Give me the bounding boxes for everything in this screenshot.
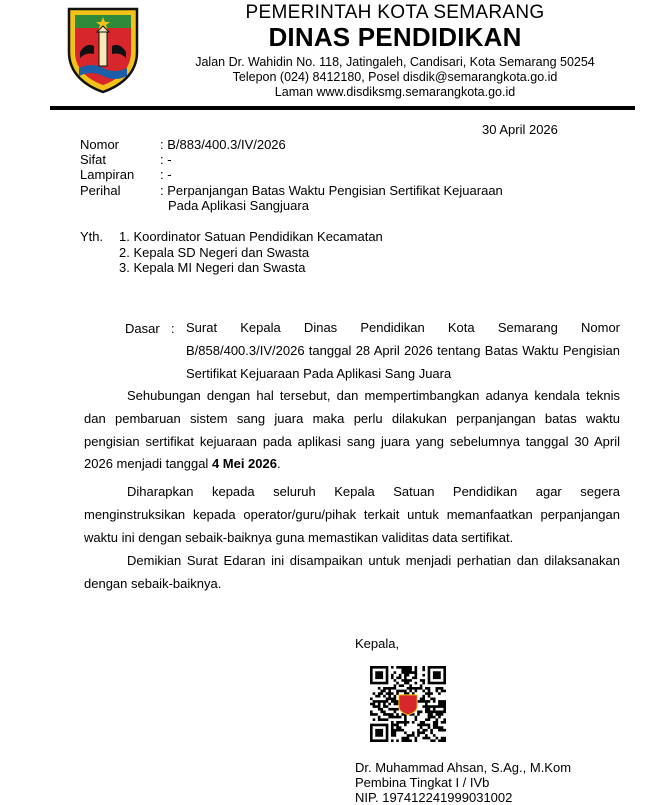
signatory-rank: Pembina Tingkat I / IVb	[355, 775, 490, 790]
body-paragraph-1-end: .	[276, 456, 281, 472]
body-paragraph-1	[84, 385, 620, 476]
agency-name: DINAS PENDIDIKAN	[268, 22, 522, 52]
addressee-item: 1. Koordinator Satuan Pendidikan Kecamatan	[119, 229, 383, 244]
dasar-label: Dasar	[125, 321, 160, 336]
body-paragraph-2: Diharapkan kepada seluruh Kepala Satuan Pendidikan agar segera menginstruksikan kepada operator/guru/pihak terkait untuk memanfaatkan perpanjangan waktu ini dengan sebaik-baiknya guna memastikan validitas data sertifikat.	[84, 484, 620, 545]
meta-label-perihal: Perihal	[80, 183, 121, 198]
addressee-prefix: Yth.	[80, 229, 104, 244]
dasar-text: Surat Kepala Dinas Pendidikan Kota Semarang Nomor B/858/400.3/IV/2026 tanggal 28 April 2026 tentang Batas Waktu Pengisian Sertifikat Kejuaraan Pada Aplikasi Sang Juara	[186, 320, 620, 381]
dasar-colon: :	[171, 321, 175, 336]
addressee-item: 3. Kepala MI Negeri dan Swasta	[119, 260, 306, 275]
meta-label-lampiran: Lampiran	[80, 167, 135, 182]
new-deadline-date: 4 Mei 2026	[211, 456, 277, 472]
letterhead-divider	[50, 106, 635, 110]
meta-label-sifat: Sifat	[80, 152, 107, 167]
meta-value-perihal-line2: Pada Aplikasi Sangjuara	[168, 198, 309, 213]
agency-contact: Telepon (024) 8412180, Posel disdik@semarangkota.go.id	[232, 70, 558, 84]
meta-value-sifat: : -	[160, 152, 172, 167]
signatory-name: Dr. Muhammad Ahsan, S.Ag., M.Kom	[355, 760, 572, 775]
meta-label-nomor: Nomor	[80, 137, 120, 152]
signatory-nip: NIP. 197412241999031002	[355, 790, 513, 805]
city-emblem-logo	[66, 6, 140, 94]
meta-value-lampiran: : -	[160, 167, 172, 182]
letter-date: 30 April 2026	[482, 122, 558, 137]
signature-title: Kepala,	[355, 636, 400, 651]
agency-website: Laman www.disdiksmg.semarangkota.go.id	[274, 85, 516, 99]
qr-code-icon	[370, 666, 446, 742]
meta-value-perihal: : Perpanjangan Batas Waktu Pengisian Sertifikat Kejuaraan	[160, 183, 503, 198]
government-name: PEMERINTAH KOTA SEMARANG	[245, 2, 545, 23]
body-paragraph-1-text: Sehubungan dengan hal tersebut, dan mempertimbangkan adanya kendala teknis dan pembaruan sistem sang juara maka perlu dilakukan perpanjangan batas waktu pengisian sertifikat kejuaraan pada aplikasi sang juara yang sebelumnya tanggal 30 April 2026 menjadi tanggal	[84, 388, 620, 472]
agency-address: Jalan Dr. Wahidin No. 118, Jatingaleh, Candisari, Kota Semarang 50254	[195, 55, 595, 69]
semarang-emblem-icon	[66, 6, 140, 94]
addressee-item: 2. Kepala SD Negeri dan Swasta	[119, 245, 310, 260]
body-paragraph-3: Demikian Surat Edaran ini disampaikan untuk menjadi perhatian dan dilaksanakan dengan sebaik-baiknya.	[84, 553, 620, 591]
meta-value-nomor: : B/883/400.3/IV/2026	[160, 137, 286, 152]
